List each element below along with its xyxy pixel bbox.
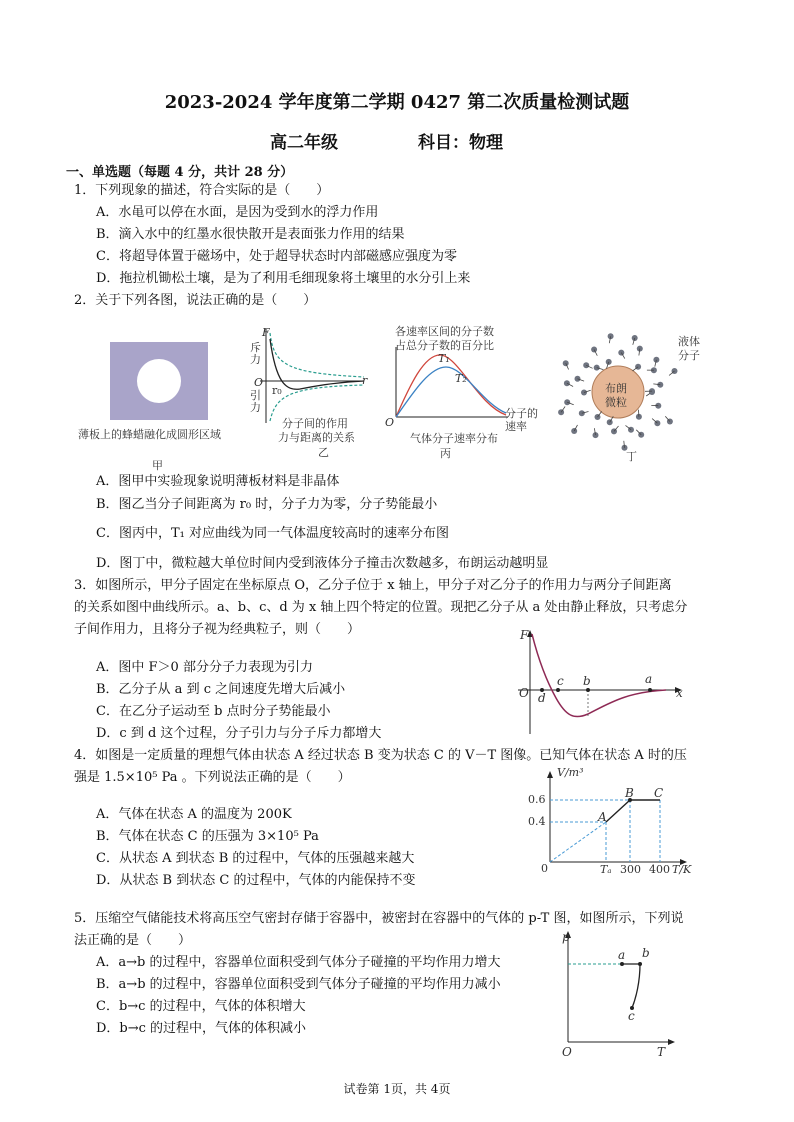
q4-option-a: A．气体在状态 A 的温度为 200K bbox=[96, 807, 292, 822]
section-heading: 一、单选题（每题 4 分，共计 28 分） bbox=[66, 165, 294, 180]
q4-stem-line1: 4．如图是一定质量的理想气体由状态 A 经过状态 B 变为状态 C 的 V－T 图像。已知气体在状态 A 时的压 bbox=[74, 748, 687, 763]
q5-stem-line1: 5．压缩空气储能技术将高压空气密封存储于容器中，被密封在容器中的气体的 p-T 图，如图所示，下列说 bbox=[74, 911, 684, 926]
q4-graph bbox=[540, 770, 690, 870]
q4-tick-400: 400 bbox=[649, 863, 670, 876]
q3-stem-line1: 3．如图所示，甲分子固定在坐标原点 O，乙分子位于 x 轴上，甲分子对乙分子的作用力与两分子间距离 bbox=[74, 578, 672, 593]
fig-jia-plate bbox=[110, 342, 208, 420]
q3-graph-d-label: d bbox=[538, 691, 546, 705]
q3-stem-line2: 的关系如图中曲线所示。a、b、c、d 为 x 轴上四个特定的位置。现把乙分子从 a 处由静止释放，只考虑分 bbox=[74, 600, 688, 615]
liquid-molecule-icon bbox=[632, 335, 638, 341]
q3-option-c: C．在乙分子运动至 b 点时分子势能最小 bbox=[96, 704, 331, 719]
fig-bing-label: 丙 bbox=[440, 447, 451, 460]
q2-stem: 2．关于下列各图，说法正确的是（ ） bbox=[74, 293, 317, 308]
q1-stem: 1．下列现象的描述，符合实际的是（ ） bbox=[74, 183, 330, 198]
q3-point-a bbox=[648, 688, 652, 692]
q4-tick-04: 0.4 bbox=[528, 815, 546, 828]
q3-option-a: A．图中 F＞0 部分分子力表现为引力 bbox=[96, 660, 313, 675]
q3-option-b: B．乙分子从 a 到 c 之间速度先增大后减小 bbox=[96, 682, 346, 697]
q1-option-d: D．拖拉机锄松土壤，是为了利用毛细现象将土壤里的水分引上来 bbox=[96, 271, 471, 286]
fig-bing-title2: 占总分子数的百分比 bbox=[395, 339, 494, 352]
q4-origin-dashed bbox=[550, 822, 606, 862]
q2-option-b: B．图乙当分子间距离为 r₀ 时，分子力为零，分子势能最小 bbox=[96, 497, 438, 512]
q5-option-b: B．a→b 的过程中，容器单位面积受到气体分子碰撞的平均作用力减小 bbox=[96, 977, 501, 992]
q2-option-c: C．图丙中，T₁ 对应曲线为同一气体温度较高时的速率分布图 bbox=[96, 526, 449, 541]
q5-graph-b-label: b bbox=[642, 946, 650, 960]
q4-label-b: B bbox=[625, 786, 634, 800]
q2-option-a: A．图甲中实验现象说明薄板材料是非晶体 bbox=[96, 474, 340, 489]
q4-label-a: A bbox=[598, 810, 607, 824]
fig-jia-melted-circle bbox=[137, 359, 181, 403]
fig-yi-repulsion-label: 斥力 bbox=[250, 341, 261, 366]
q4-tick-0: 0 bbox=[541, 862, 548, 875]
q5-graph-c-label: c bbox=[628, 1009, 635, 1023]
fig-yi-f-label: F bbox=[262, 326, 270, 339]
fig-bing-xlabel1: 分子的 bbox=[505, 407, 538, 420]
fig-bing-origin: O bbox=[385, 416, 395, 429]
q5-option-d: D．b→c 的过程中，气体的体积减小 bbox=[96, 1021, 307, 1036]
q3-option-d: D．c 到 d 这个过程，分子引力与分子斥力都增大 bbox=[96, 726, 382, 741]
fig-yi-caption2: 力与距离的关系 bbox=[278, 431, 355, 444]
q3-graph-b-label: b bbox=[583, 674, 591, 688]
q3-graph-c-label: c bbox=[557, 674, 564, 688]
q1-option-c: C．将超导体置于磁场中，处于超导状态时内部磁感应强度为零 bbox=[96, 249, 457, 264]
q5-stem-line2: 法正确的是（ ） bbox=[74, 933, 192, 948]
q1-option-a: A．水黾可以停在水面，是因为受到水的浮力作用 bbox=[96, 205, 379, 220]
q4-option-c: C．从状态 A 到状态 B 的过程中，气体的压强越来越大 bbox=[96, 851, 415, 866]
fig-yi-caption1: 分子间的作用 bbox=[282, 417, 348, 430]
liquid-molecule-icon bbox=[591, 347, 597, 353]
liquid-molecule-icon bbox=[558, 409, 564, 415]
fig-yi-origin: O bbox=[254, 376, 264, 389]
q4-option-d: D．从状态 B 到状态 C 的过程中，气体的内能保持不变 bbox=[96, 873, 416, 888]
q5-option-c: C．b→c 的过程中，气体的体积增大 bbox=[96, 999, 306, 1014]
q4-tick-300: 300 bbox=[620, 863, 641, 876]
exam-title: 2023-2024 学年度第二学期 0427 第二次质量检测试题 bbox=[164, 92, 630, 113]
fig-yi-r-label: r bbox=[362, 374, 368, 387]
liquid-molecule-icon bbox=[606, 359, 612, 365]
q5-point-b bbox=[638, 962, 642, 966]
q4-ylabel: V/m³ bbox=[557, 766, 584, 779]
q5-graph-a-label: a bbox=[618, 948, 626, 962]
fig-bing-t1-label: T₁ bbox=[438, 352, 450, 365]
fig-bing-title1: 各速率区间的分子数 bbox=[395, 325, 494, 338]
liquid-molecule-icon bbox=[575, 376, 581, 382]
q2-option-d: D．图丁中，微粒越大单位时间内受到液体分子撞击次数越多，布朗运动越明显 bbox=[96, 556, 549, 571]
q4-stem-line2: 强是 1.5×10⁵ Pa 。下列说法正确的是（ ） bbox=[74, 770, 351, 785]
q3-stem-line3: 子间作用力，且将分子视为经典粒子，则（ ） bbox=[74, 622, 361, 637]
grade-label: 高二年级 bbox=[270, 133, 338, 153]
q5-bc-curve bbox=[632, 964, 640, 1008]
fig-yi-attraction-label: 引力 bbox=[250, 389, 261, 414]
q5-graph-t-label: T bbox=[657, 1045, 666, 1059]
q5-graph-p-label: p bbox=[562, 930, 570, 944]
q5-graph-origin: O bbox=[562, 1045, 572, 1059]
subject-label: 科目：物理 bbox=[418, 133, 503, 153]
fig-bing-t1-curve bbox=[396, 355, 506, 417]
fig-yi-net-force-curve bbox=[270, 339, 364, 389]
fig-yi-r0-label: r₀ bbox=[272, 384, 282, 397]
q4-ab-line bbox=[606, 800, 630, 822]
liquid-molecule-icon bbox=[579, 410, 585, 416]
q5-point-a bbox=[620, 962, 624, 966]
fig-bing-t2-curve bbox=[396, 367, 506, 417]
q4-tick-06: 0.6 bbox=[528, 793, 546, 806]
fig-ding-center2: 微粒 bbox=[605, 396, 627, 409]
q3-graph-origin: O bbox=[519, 686, 529, 700]
q5-option-a: A．a→b 的过程中，容器单位面积受到气体分子碰撞的平均作用力增大 bbox=[96, 955, 501, 970]
page-footer: 试卷第 1页，共 4页 bbox=[343, 1082, 451, 1096]
q1-option-b: B．滴入水中的红墨水很快散开是表面张力作用的结果 bbox=[96, 227, 405, 242]
q3-graph-f-label: F bbox=[520, 628, 529, 642]
q4-label-c: C bbox=[654, 786, 664, 800]
q3-graph bbox=[516, 628, 686, 738]
fig-jia-label: 甲 bbox=[152, 459, 163, 472]
q3-point-b bbox=[586, 688, 590, 692]
fig-yi-label: 乙 bbox=[318, 446, 329, 459]
fig-jia-caption: 薄板上的蜂蜡融化成圆形区域 bbox=[78, 428, 221, 441]
fig-ding-liquid2: 分子 bbox=[678, 349, 700, 362]
q3-graph-a-label: a bbox=[645, 672, 653, 686]
liquid-molecule-icon bbox=[618, 350, 624, 356]
q4-xlabel: T/K bbox=[672, 863, 692, 876]
fig-bing-t2-label: T₂ bbox=[455, 372, 467, 385]
fig-ding-liquid1: 液体 bbox=[678, 335, 700, 348]
fig-bing-caption: 气体分子速率分布 bbox=[410, 432, 498, 445]
fig-ding-center1: 布朗 bbox=[605, 382, 627, 395]
q3-point-c bbox=[556, 688, 560, 692]
fig-yi-repulsion-curve bbox=[270, 333, 364, 377]
fig-bing-xlabel2: 速率 bbox=[505, 420, 527, 433]
q4-tick-ta: Tₐ bbox=[600, 863, 612, 876]
fig-ding-label: 丁 bbox=[626, 450, 637, 463]
q3-graph-x-label: x bbox=[676, 686, 683, 700]
q4-option-b: B．气体在状态 C 的压强为 3×10⁵ Pa bbox=[96, 829, 319, 844]
liquid-molecule-icon bbox=[653, 357, 659, 363]
